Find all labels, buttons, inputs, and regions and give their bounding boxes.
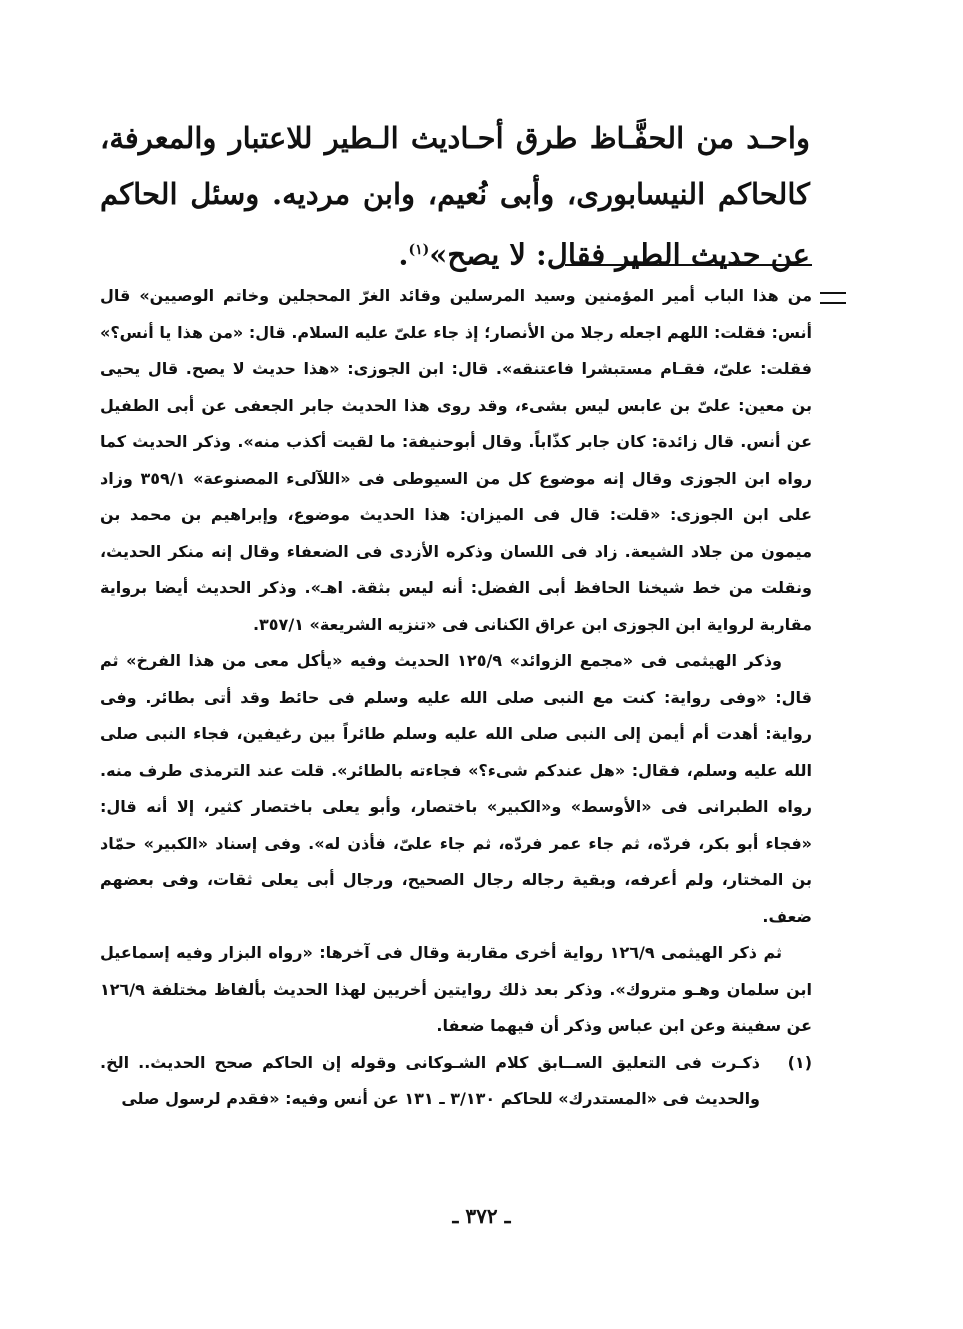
- note-paragraph-2: وذكر الهيثمى فى «مجمع الزوائد» ١٢٥/٩ الحديث وفيه «يأكل معى من هذا الفرخ» ثم قال: «وفى رواية: كنت مع النبى صلى الله عليه وسلم فى حائط وقد أتى بطائر. وفى رواية: أهدت أم أيمن إلى النبى صلى الله عليه وسلم طائراً بين رغيفين، فجاء النبى صلى الله عليه وسلم، فقال: «هل عندكم شىء؟» فجاءته بالطائر». قلت عند الترمذى طرف منه. رواه الطبرانى فى «الأوسط» و«الكبير» باختصار، وأبو يعلى باختصار كثير، إلا أنه قال: «فجاء أبو بكر، فردّه، ثم جاء عمر فردّه، ثم جاء علىّ، فأذن له». وفى إسناد «الكبير» حمّاد بن المختار، ولم أعرفه، وبقية رجاله رجال الصحيح، ورجال أبى يعلى ثقات، وفى بعضهم ضعف.: [100, 651, 812, 926]
- note-paragraph-1: من هذا الباب أمير المؤمنين وسيد المرسلين وقائد الغرّ المحجلين وخاتم الوصيين» قال أنس: فقلت: اللهم اجعله رجلا من الأنصار؛ إذ جاء علىّ عليه السلام. قال: «من هذا يا أنس؟» فقلت: علىّ، فقـام مستبشرا فاعتنقه». قال: ابن الجوزى: «هذا حديث لا يصح. قال يحيى بن معين: علىّ بن عابس ليس بشىء، وقد روى هذا الحديث جابر الجعفى عن أبى الطفيل عن أنس. قال زائدة: كان جابر كذّاباً. وقال أبوحنيفة: ما لقيت أكذب منه». وذكر الحديث كما رواه ابن الجوزى وقال إنه موضوع كل من السيوطى فى «اللآلىء المصنوعة» ٣٥٩/١ وزاد على ابن الجوزى: «قلت: قال فى الميزان: هذا الحديث موضوع، وإبراهيم بن محمد بن ميمون من جلاد الشيعة. زاد فى اللسان وذكره الأزدى فى الضعفاء وقال إنه منكر الحديث، ونقلت من خط شيخنا الحافظ أبى الفضل: أنه ليس بثقة. اهـ». وذكر الحديث أيضا برواية مقاربة لرواية ابن الجوزى ابن عراق الكنانى فى «تنزيه الشريعة» ٣٥٧/١.: [100, 286, 813, 634]
- footnote-text: ذكـرت فى التعليق الســابق كلام الشـوكانى وقوله إن الحاكم صحح الحديث.. الخ. والحديث فى «المستدرك» للحاكم ٣/١٣٠ ـ ١٣١ عن أنس وفيه: «فقدم لرسول صلى: [100, 1052, 760, 1108]
- footnote-marker: (١): [787, 1052, 812, 1072]
- main-text-period: .: [398, 237, 409, 272]
- note-paragraph-3: ثم ذكر الهيثمى ١٢٦/٩ رواية أخرى مقاربة وقال فى آخرها: «رواه البزار وفيه إسماعيل ابن سلمان وهـو متروك». وذكر بعد ذلك روايتين أخريين لهذا الحديث بألفاظ مختلفة ١٢٦/٩ عن سفينة وعن ابن عباس وذكر أن فيهما ضعفا.: [100, 943, 812, 1035]
- page-number: ـ ٣٧٢ ـ: [452, 1204, 511, 1228]
- continuation-mark: [820, 292, 846, 304]
- footnotes-section: [100, 278, 812, 1118]
- main-text: واحـد من الحفَّـاظ طرق أحـاديث الـطير للاعتبار والمعرفة، كالحاكم النيسابورى، وأبى نُعيم، وابن مرديه. وسئل الحاكم عن حديث الطير فقال: لا يصح»: [100, 121, 810, 272]
- footnote-1: [100, 1045, 812, 1118]
- main-text-block: [100, 110, 810, 283]
- footnote-separator: [565, 264, 812, 266]
- footnote-reference: (١): [408, 242, 430, 258]
